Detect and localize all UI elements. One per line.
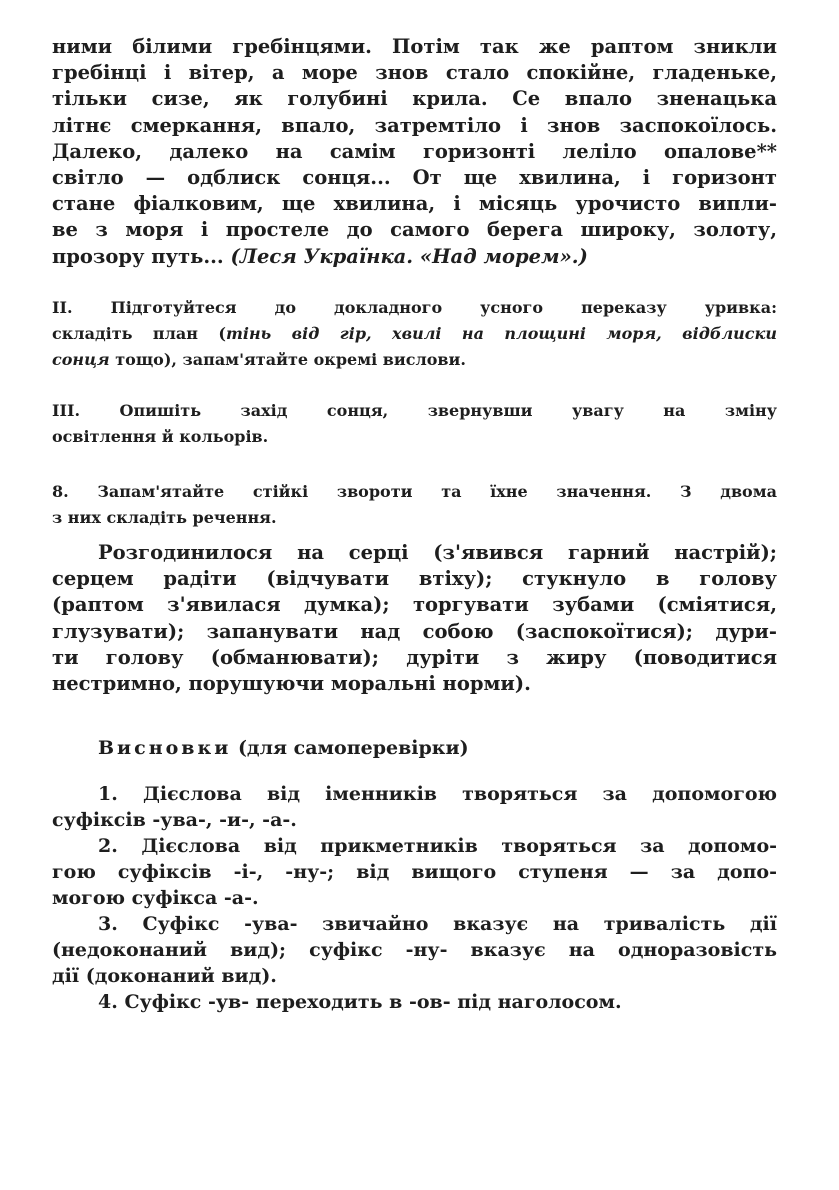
conclusion-line: 1. Дієслова від іменників творяться за допомогою <box>98 783 777 805</box>
literary-passage <box>52 34 777 270</box>
conclusions-heading <box>52 735 777 761</box>
task-2-line: II. Підготуйтеся до докладного усного переказу уривка: <box>52 298 777 317</box>
task-3-line: освітлення й кольорів. <box>52 427 269 446</box>
idiom-line: нестримно, порушуючи моральні норми). <box>52 672 531 696</box>
conclusion-line: 3. Суфікс -ува- звичайно вказує на тривалість дії <box>98 913 777 935</box>
task-2-plan-items: тінь від гір, хвилі на площині моря, відблиски <box>225 324 777 343</box>
conclusion-line: 4. Суфікс -ув- переходить в -ов- під наголосом. <box>98 991 622 1013</box>
passage-line: світло — одблиск сонця... От ще хвилина, і горизонт <box>52 166 777 190</box>
conclusion-line: 2. Дієслова від прикметників творяться за допомо- <box>98 835 777 857</box>
task-2 <box>52 295 777 373</box>
task-2-plan-item-last: сонця <box>52 350 110 369</box>
passage-line: ними білими гребінцями. Потім так же раптом зникли <box>52 35 777 58</box>
passage-line: стане фіалковим, ще хвилина, і місяць урочисто випли- <box>52 192 777 216</box>
task-2-line <box>52 347 777 373</box>
conclusions-heading-line <box>52 735 777 761</box>
conclusion-line: дії (доконаний вид). <box>52 965 277 987</box>
idiom-line: ти голову (обманювати); дуріти з жиру (поводитися <box>52 645 777 669</box>
task-2-rest: тощо), запам'ятайте окремі вислови. <box>109 350 466 369</box>
idiom-line: серцем радіти (відчувати втіху); стукнуло в голову <box>52 567 777 591</box>
conclusion-line: могою суфікса -а-. <box>52 887 259 909</box>
passage-line: літнє смеркання, впало, затремтіло і знов заспокоїлось. <box>52 113 777 137</box>
passage-line: тільки сизе, як голубині крила. Се впало зненацька <box>52 87 777 111</box>
task-2-line <box>52 321 777 347</box>
task-8 <box>52 479 777 531</box>
idiom-line: Розгодинилося на серці (з'явився гарний настрій); <box>98 541 777 564</box>
task-8-line: з них складіть речення. <box>52 508 277 527</box>
task-8-line: 8. Запам'ятайте стійкі звороти та їхне значення. З двома <box>52 482 777 501</box>
conclusions-heading-title: Висновки <box>98 737 232 759</box>
passage-citation: (Леся Українка. «Над морем».) <box>230 244 588 268</box>
task-3-line: III. Опишіть захід сонця, звернувши увагу на зміну <box>52 401 777 420</box>
idiom-line: глузувати); запанувати над собою (заспокоїтися); дури- <box>52 619 777 643</box>
task-2-plan-label: складіть план ( <box>52 324 226 343</box>
passage-line: ве з моря і простеле до самого берега широку, золоту, <box>52 218 777 242</box>
conclusion-line: гою суфіксів -і-, -ну-; від вищого ступеня — за допо- <box>52 861 777 883</box>
passage-line: Далеко, далеко на самім горизонті леліло опалове** <box>52 139 777 163</box>
passage-line: гребінці і вітер, а море знов стало спокійне, гладеньке, <box>52 61 777 85</box>
passage-last-line-text: прозору путь... <box>52 244 231 268</box>
conclusions-list <box>52 781 777 1015</box>
passage-last-line <box>52 244 777 270</box>
task-3 <box>52 398 777 450</box>
conclusion-line: суфіксів -ува-, -и-, -а-. <box>52 809 297 831</box>
idiom-line: (раптом з'явилася думка); торгувати зубами (сміятися, <box>52 593 777 617</box>
conclusions-heading-note: (для самоперевірки) <box>231 737 469 759</box>
conclusion-line: (недоконаний вид); суфікс -ну- вказує на одноразовість <box>52 939 777 961</box>
idioms-block <box>52 540 777 697</box>
